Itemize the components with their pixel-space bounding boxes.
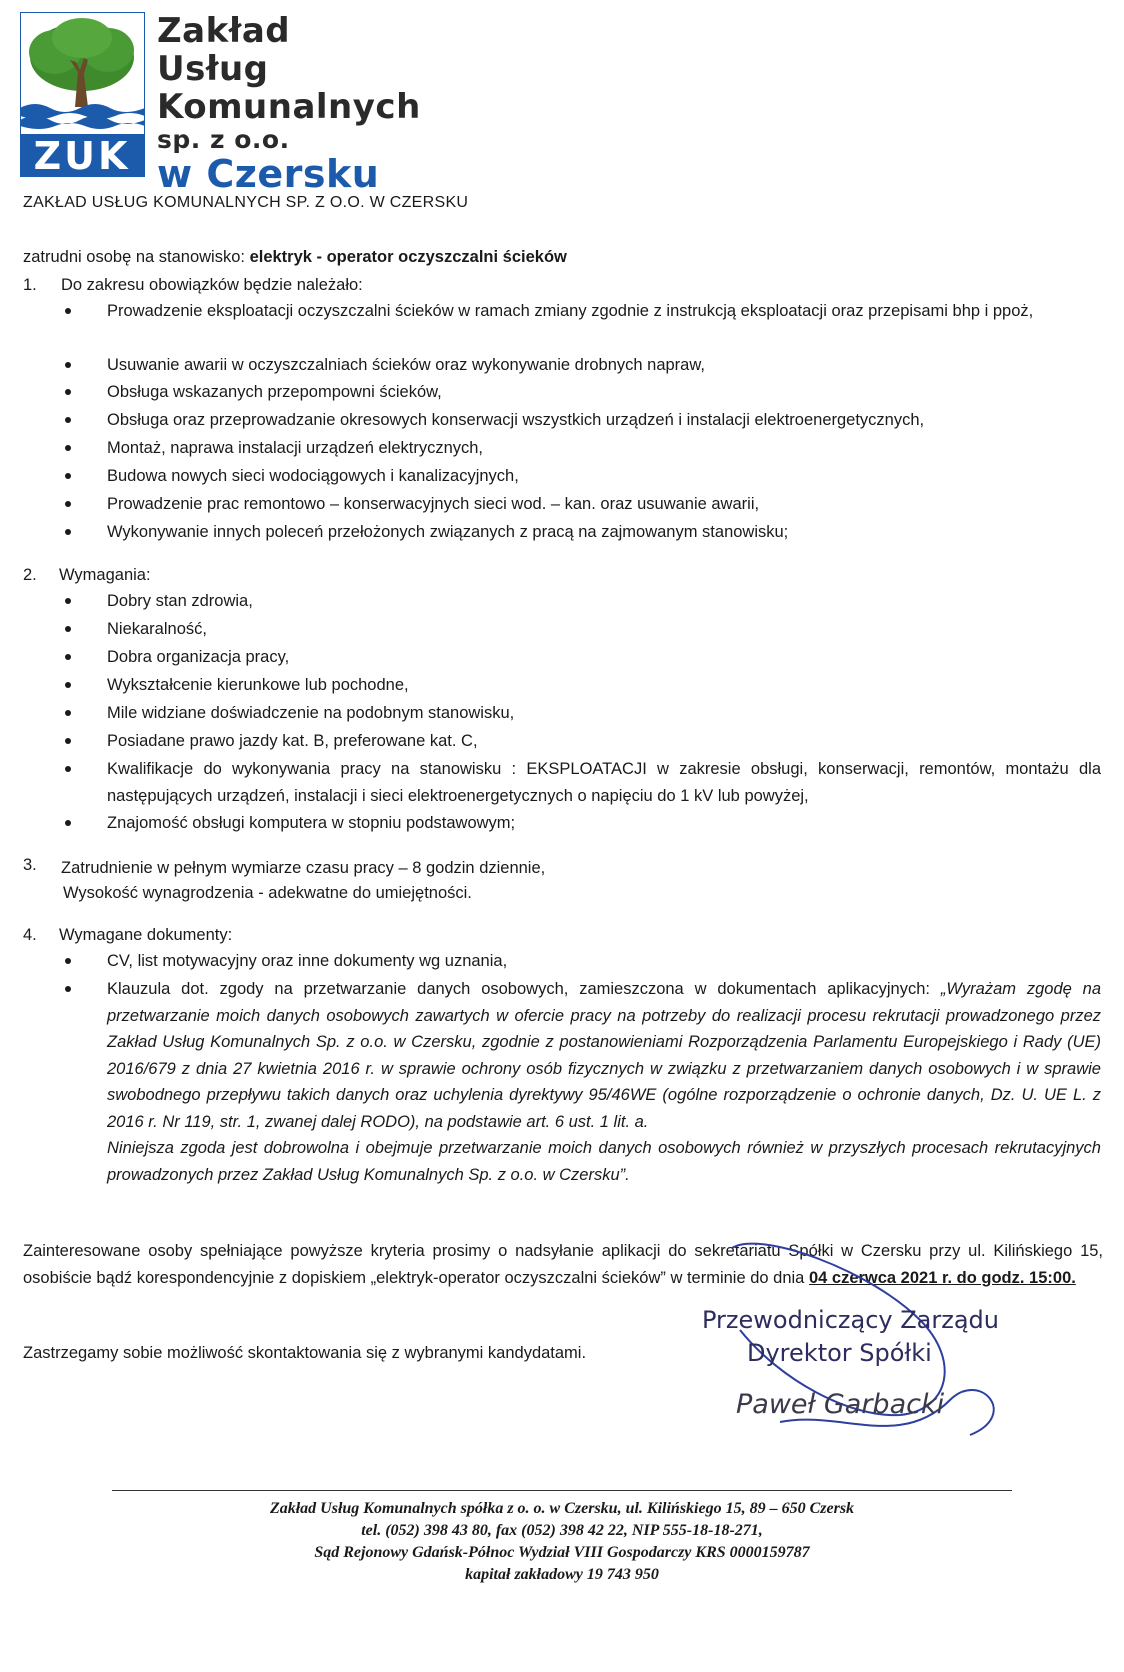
logo-line-3: Komunalnych	[157, 87, 421, 127]
list-item-text: Posiadane prawo jazdy kat. B, preferowane kat. C,	[107, 732, 478, 750]
list-item-text: Znajomość obsługi komputera w stopniu podstawowym;	[107, 814, 516, 832]
footer	[112, 1498, 1012, 1586]
bullet-icon	[65, 501, 71, 507]
bullet-icon	[65, 362, 71, 368]
section-number: 3.	[23, 856, 37, 874]
consent-clause	[107, 976, 1101, 1188]
consent-clause-text: „Wyrażam zgodę na przetwarzanie moich danych osobowych zawartych w ofercie pracy na potrzeby do realizacji procesu rekrutacji prowadzonego przez Zakład Usług Komunalnych Sp. z o.o. w Czersku, zgodnie z postanowieniami Rozporządzenia Parlamentu Europejskiego i Rady (UE) 2016/679 z dnia 27 kwietnia 2016 r. w sprawie ochrony osób fizycznych w związku z przetwarzaniem danych osobowych i w sprawie swobodnego przepływu takich danych oraz uchylenia dyrektywy 95/46WE (ogólne rozporządzenie o ochronie danych, Dz. U. UE L. z 2016 r. Nr 119, str. 1, zwanej dalej RODO), na podstawie art. 6 ust. 1 lit. a.	[107, 980, 1101, 1131]
bullet-icon	[65, 626, 71, 632]
list-item-text: Dobra organizacja pracy,	[107, 648, 290, 666]
logo-line-2: Usług	[157, 49, 269, 89]
signature-name: Paweł Garbacki	[736, 1389, 945, 1420]
contact-note: Zastrzegamy sobie możliwość skontaktowania się z wybranymi kandydatami.	[23, 1344, 587, 1362]
signature-title-2: Dyrektor Spółki	[747, 1339, 932, 1367]
section-duties	[23, 276, 1103, 551]
bullet-icon	[65, 710, 71, 716]
employment-hours: Zatrudnienie w pełnym wymiarze czasu pracy – 8 godzin dziennie,	[61, 859, 546, 877]
list-item-text: Wykształcenie kierunkowe lub pochodne,	[107, 676, 409, 694]
bullet-icon	[65, 308, 71, 314]
bullet-icon	[65, 598, 71, 604]
employment-details	[61, 856, 545, 906]
list-item-text: Prowadzenie eksploatacji oczyszczalni ścieków w ramach zmiany zgodnie z instrukcją eksploatacji oraz przepisami bhp i ppoż,	[107, 302, 1034, 320]
list-item-text: Prowadzenie prac remontowo – konserwacyjnych sieci wod. – kan. oraz usuwanie awarii,	[107, 495, 760, 513]
logo-wordmark	[157, 11, 421, 196]
signature-title-1: Przewodniczący Zarządu	[702, 1306, 999, 1334]
list-item-text: Obsługa wskazanych przepompowni ścieków,	[107, 383, 442, 401]
bullet-icon	[65, 473, 71, 479]
list-item-text: Obsługa oraz przeprowadzanie okresowych konserwacji wszystkich urządzeń i instalacji elektroenergetycznych,	[107, 411, 925, 429]
employment-salary: Wysokość wynagrodzenia - adekwatne do umiejętności.	[63, 884, 472, 902]
footer-address: Zakład Usług Komunalnych spółka z o. o. w Czersku, ul. Kilińskiego 15, 89 – 650 Czersk	[269, 1500, 855, 1517]
section-requirements	[23, 566, 1103, 836]
bullet-icon	[65, 389, 71, 395]
section-heading: Wymagania:	[59, 566, 151, 584]
logo-line-1: Zakład	[157, 11, 291, 51]
bullet-icon	[65, 445, 71, 451]
logo-line-4: sp. z o.o.	[157, 125, 290, 154]
list-item-text: Niekaralność,	[107, 620, 207, 638]
footer-divider	[112, 1490, 1012, 1491]
list-item-text: Usuwanie awarii w oczyszczalniach ścieków oraz wykonywanie drobnych napraw,	[107, 356, 705, 374]
list-item-text: Budowa nowych sieci wodociągowych i kanalizacyjnych,	[107, 467, 519, 485]
list-item-text: CV, list motywacyjny oraz inne dokumenty wg uznania,	[107, 952, 508, 970]
bullet-icon	[65, 958, 71, 964]
list-item-text: Dobry stan zdrowia,	[107, 592, 253, 610]
bullet-icon	[65, 738, 71, 744]
section-heading: Do zakresu obowiązków będzie należało:	[61, 276, 363, 294]
bullet-icon	[65, 682, 71, 688]
intro-line	[23, 248, 567, 267]
section-number: 1.	[23, 276, 37, 294]
application-deadline: 04 czerwca 2021 r. do godz. 15:00.	[808, 1269, 1076, 1287]
bullet-icon	[65, 820, 71, 826]
bullet-icon	[65, 986, 71, 992]
section-heading: Wymagane dokumenty:	[59, 926, 233, 944]
footer-capital: kapitał zakładowy 19 743 950	[465, 1566, 659, 1583]
section-employment	[23, 856, 1103, 911]
intro-prefix: zatrudni osobę na stanowisko:	[23, 248, 250, 266]
section-number: 4.	[23, 926, 37, 944]
application-text: Zainteresowane osoby spełniające powyższe kryteria prosimy o nadsyłanie aplikacji do sekretariatu Spółki w Czersku przy ul. Kilińskiego 15, osobiście bądź korespondencyjnie z dopiskiem „elektryk-operator oczyszczalni ścieków” w terminie do dnia	[23, 1242, 1103, 1287]
position-title: elektryk - operator oczyszczalni ścieków	[249, 248, 567, 266]
company-caption: ZAKŁAD USŁUG KOMUNALNYCH SP. Z O.O. W CZERSKU	[23, 194, 469, 211]
logo-line-5: w Czersku	[157, 152, 380, 196]
list-item-text: Montaż, naprawa instalacji urządzeń elektrycznych,	[107, 439, 484, 457]
logo-badge-text: ZUK	[33, 134, 131, 177]
footer-registry: Sąd Rejonowy Gdańsk-Północ Wydział VIII Gospodarczy KRS 0000159787	[314, 1544, 810, 1561]
section-number: 2.	[23, 566, 37, 584]
bullet-icon	[65, 529, 71, 535]
footer-contact: tel. (052) 398 43 80, fax (052) 398 42 22, NIP 555-18-18-271,	[361, 1522, 763, 1539]
section-documents	[23, 926, 1103, 1216]
tree-logo-icon	[20, 12, 145, 177]
bullet-icon	[65, 654, 71, 660]
list-item-text: Mile widziane doświadczenie na podobnym stanowisku,	[107, 704, 515, 722]
bullet-icon	[65, 766, 71, 772]
consent-clause-text-2: Niniejsza zgoda jest dobrowolna i obejmuje przetwarzanie moich danych osobowych również w przyszłych procesach rekrutacyjnych prowadzonych przez Zakład Usług Komunalnych Sp. z o.o. w Czersku”.	[107, 1139, 1101, 1184]
list-item-text: Kwalifikacje do wykonywania pracy na stanowisku : EKSPLOATACJI w zakresie obsługi, konserwacji, remontów, montażu dla następujących urządzeń, instalacji i sieci elektroenergetycznych o napięciu do 1 kV lub powyżej,	[107, 760, 1101, 805]
list-item-text: Wykonywanie innych poleceń przełożonych związanych z pracą na zajmowanym stanowisku;	[107, 523, 789, 541]
consent-clause-intro: Klauzula dot. zgody na przetwarzanie danych osobowych, zamieszczona w dokumentach aplikacyjnych:	[107, 980, 941, 998]
company-logo	[20, 11, 421, 196]
bullet-icon	[65, 417, 71, 423]
